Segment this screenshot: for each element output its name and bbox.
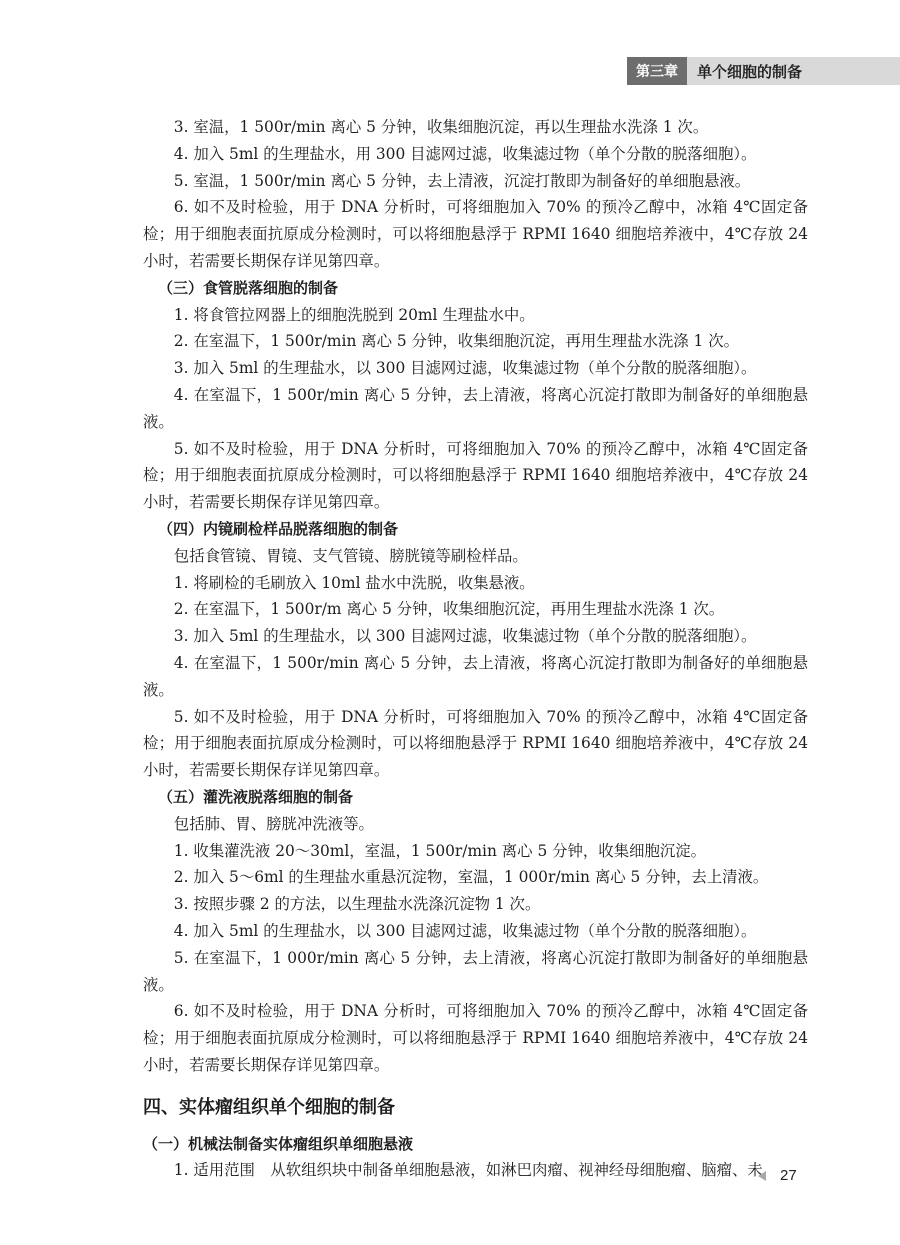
paragraph: 6. 如不及时检验，用于 DNA 分析时，可将细胞加入 70% 的预冷乙醇中，冰箱 4℃固定备检；用于细胞表面抗原成分检测时，可以将细胞悬浮于 RPMI 1640 细胞培养液中，4℃存放 24 小时，若需要长期保存详见第四章。 bbox=[143, 1002, 808, 1074]
triangle-marker-icon bbox=[758, 1171, 766, 1181]
page-footer bbox=[758, 1167, 797, 1184]
paragraph: 5. 室温，1 500r/min 离心 5 分钟，去上清液，沉淀打散即为制备好的单细胞悬液。 bbox=[173, 171, 751, 190]
paragraph: 4. 在室温下，1 500r/min 离心 5 分钟，去上清液，将离心沉淀打散即为制备好的单细胞悬液。 bbox=[143, 653, 808, 699]
paragraph: 1. 将刷检的毛刷放入 10ml 盐水中洗脱，收集悬液。 bbox=[173, 573, 535, 592]
subsection-heading: （五）灌洗液脱落细胞的制备 bbox=[158, 787, 354, 806]
paragraph: 3. 加入 5ml 的生理盐水，以 300 目滤网过滤，收集滤过物（单个分散的脱落细胞）。 bbox=[173, 627, 757, 646]
paragraph: 包括食管镜、胃镜、支气管镜、膀胱镜等刷检样品。 bbox=[173, 546, 528, 565]
page-number: 27 bbox=[780, 1167, 797, 1184]
paragraph: 4. 在室温下，1 500r/min 离心 5 分钟，去上清液，将离心沉淀打散即为制备好的单细胞悬液。 bbox=[143, 385, 808, 431]
chapter-title: 单个细胞的制备 bbox=[697, 62, 803, 81]
paragraph: 3. 加入 5ml 的生理盐水，以 300 目滤网过滤，收集滤过物（单个分散的脱落细胞）。 bbox=[173, 359, 757, 378]
paragraph: 1. 收集灌洗液 20～30ml，室温，1 500r/min 离心 5 分钟，收集细胞沉淀。 bbox=[173, 841, 707, 860]
paragraph: 6. 如不及时检验，用于 DNA 分析时，可将细胞加入 70% 的预冷乙醇中，冰箱 4℃固定备检；用于细胞表面抗原成分检测时，可以将细胞悬浮于 RPMI 1640 细胞培养液中，4℃存放 24 小时，若需要长期保存详见第四章。 bbox=[143, 198, 808, 270]
paragraph: 4. 加入 5ml 的生理盐水，用 300 目滤网过滤，收集滤过物（单个分散的脱落细胞）。 bbox=[173, 144, 757, 163]
paragraph: 包括肺、胃、膀胱冲洗液等。 bbox=[173, 814, 374, 833]
subsection-heading: （一）机械法制备实体瘤组织单细胞悬液 bbox=[143, 1134, 414, 1153]
paragraph: 5. 如不及时检验，用于 DNA 分析时，可将细胞加入 70% 的预冷乙醇中，冰箱 4℃固定备检；用于细胞表面抗原成分检测时，可以将细胞悬浮于 RPMI 1640 细胞培养液中，4℃存放 24 小时，若需要长期保存详见第四章。 bbox=[143, 707, 808, 780]
subsection-heading: （三）食管脱落细胞的制备 bbox=[158, 278, 339, 297]
subsection-heading: （四）内镜刷检样品脱落细胞的制备 bbox=[158, 519, 399, 538]
paragraph: 1. 适用范围 从软组织块中制备单细胞悬液，如淋巴肉瘤、视神经母细胞瘤、脑瘤、未 bbox=[173, 1161, 763, 1180]
paragraph: 2. 在室温下，1 500r/min 离心 5 分钟，收集细胞沉淀，再用生理盐水洗涤 1 次。 bbox=[173, 332, 739, 351]
paragraph: 4. 加入 5ml 的生理盐水，以 300 目滤网过滤，收集滤过物（单个分散的脱落细胞）。 bbox=[173, 921, 757, 940]
paragraph: 5. 在室温下，1 000r/min 离心 5 分钟，去上清液，将离心沉淀打散即为制备好的单细胞悬液。 bbox=[143, 948, 808, 994]
chapter-header bbox=[627, 57, 900, 85]
paragraph: 2. 加入 5～6ml 的生理盐水重悬沉淀物，室温，1 000r/min 离心 5 分钟，去上清液。 bbox=[173, 868, 769, 887]
chapter-label: 第三章 bbox=[627, 57, 687, 85]
section-heading: 四、实体瘤组织单个细胞的制备 bbox=[143, 1096, 395, 1118]
paragraph: 5. 如不及时检验，用于 DNA 分析时，可将细胞加入 70% 的预冷乙醇中，冰箱 4℃固定备检；用于细胞表面抗原成分检测时，可以将细胞悬浮于 RPMI 1640 细胞培养液中，4℃存放 24 小时，若需要长期保存详见第四章。 bbox=[143, 439, 808, 512]
paragraph: 3. 室温，1 500r/min 离心 5 分钟，收集细胞沉淀，再以生理盐水洗涤 1 次。 bbox=[173, 118, 709, 136]
page-content bbox=[143, 114, 808, 1184]
paragraph: 3. 按照步骤 2 的方法，以生理盐水洗涤沉淀物 1 次。 bbox=[173, 895, 541, 914]
paragraph: 2. 在室温下，1 500r/m 离心 5 分钟，收集细胞沉淀，再用生理盐水洗涤 1 次。 bbox=[173, 600, 725, 619]
paragraph: 1. 将食管拉网器上的细胞洗脱到 20ml 生理盐水中。 bbox=[173, 305, 535, 324]
